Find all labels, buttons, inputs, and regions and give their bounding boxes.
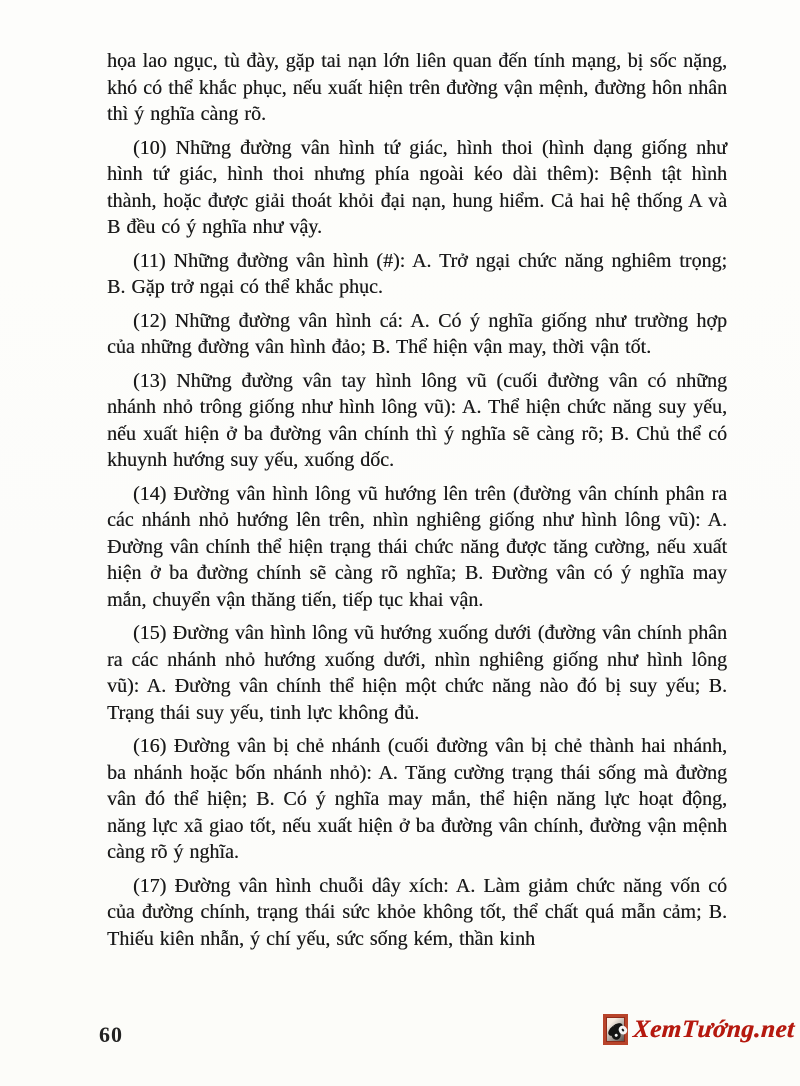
- page-footer: [0, 1015, 800, 1086]
- paragraph-item-17: (17) Đường vân hình chuỗi dây xích: A. Làm giảm chức năng vốn có của đường chính, trạng thái sức khỏe không tốt, thể chất quá mẫn cảm; B. Thiếu kiên nhẫn, ý chí yếu, sức sống kém, thần kinh: [107, 874, 727, 950]
- paragraph-item-13: (13) Những đường vân tay hình lông vũ (cuối đường vân có những nhánh nhỏ trông giống như hình lông vũ): A. Thể hiện chức năng suy yếu, nếu xuất hiện ở ba đường vân chính thì ý nghĩa sẽ càng rõ; B. Chủ thể có khuynh hướng suy yếu, xuống dốc.: [107, 369, 727, 471]
- watermark-logo: [603, 1014, 794, 1045]
- paragraph-item-12: (12) Những đường vân hình cá: A. Có ý nghĩa giống như trường hợp của những đường vân hình đảo; B. Thể hiện vận may, thời vận tốt.: [107, 309, 727, 358]
- paragraph-item-11: (11) Những đường vân hình (#): A. Trở ngại chức năng nghiêm trọng; B. Gặp trở ngại có thể khắc phục.: [107, 249, 727, 298]
- yin-yang-icon: [603, 1014, 628, 1045]
- paragraph-item-14: (14) Đường vân hình lông vũ hướng lên trên (đường vân chính phân ra các nhánh nhỏ hướng lên trên, nhìn nghiêng giống như hình lông vũ): A. Đường vân chính thể hiện trạng thái chức năng được tăng cường, nếu xuất hiện ở ba đường chính sẽ càng rõ nghĩa; B. Đường vân có ý nghĩa may mắn, chuyển vận thăng tiến, tiếp tục khai vận.: [107, 482, 727, 611]
- paragraph-item-16: (16) Đường vân bị chẻ nhánh (cuối đường vân bị chẻ thành hai nhánh, ba nhánh hoặc bốn nhánh nhỏ): A. Tăng cường trạng thái sống mà đường vân đó thể hiện; B. Có ý nghĩa may mắn, thể hiện năng lực hoạt động, năng lực xã giao tốt, nếu xuất hiện ở ba đường vân chính, đường vận mệnh càng rõ ý nghĩa.: [107, 735, 727, 863]
- watermark-site-name: XemTướng.net: [631, 1015, 795, 1043]
- paragraph-continued: họa lao ngục, tù đày, gặp tai nạn lớn liên quan đến tính mạng, bị sốc nặng, khó có thể khắc phục, nếu xuất hiện trên đường vận mệnh, đường hôn nhân thì ý nghĩa càng rõ.: [107, 50, 727, 125]
- page-number: 60: [99, 1022, 123, 1047]
- paragraph-item-15: (15) Đường vân hình lông vũ hướng xuống dưới (đường vân chính phân ra các nhánh nhỏ hướng xuống dưới, nhìn nghiêng giống như hình lông vũ): A. Đường vân chính thể hiện một chức năng nào đó bị suy yếu; B. Trạng thái suy yếu, tinh lực không đủ.: [107, 622, 727, 724]
- paragraph-item-10: (10) Những đường vân hình tứ giác, hình thoi (hình dạng giống như hình tứ giác, hình thoi nhưng phía ngoài kéo dài thêm): Bệnh tật hình thành, hoặc được giải thoát khỏi đại nạn, hung hiểm. Cả hai hệ thống A và B đều có ý nghĩa như vậy.: [107, 136, 727, 238]
- page-body-text: [107, 48, 727, 952]
